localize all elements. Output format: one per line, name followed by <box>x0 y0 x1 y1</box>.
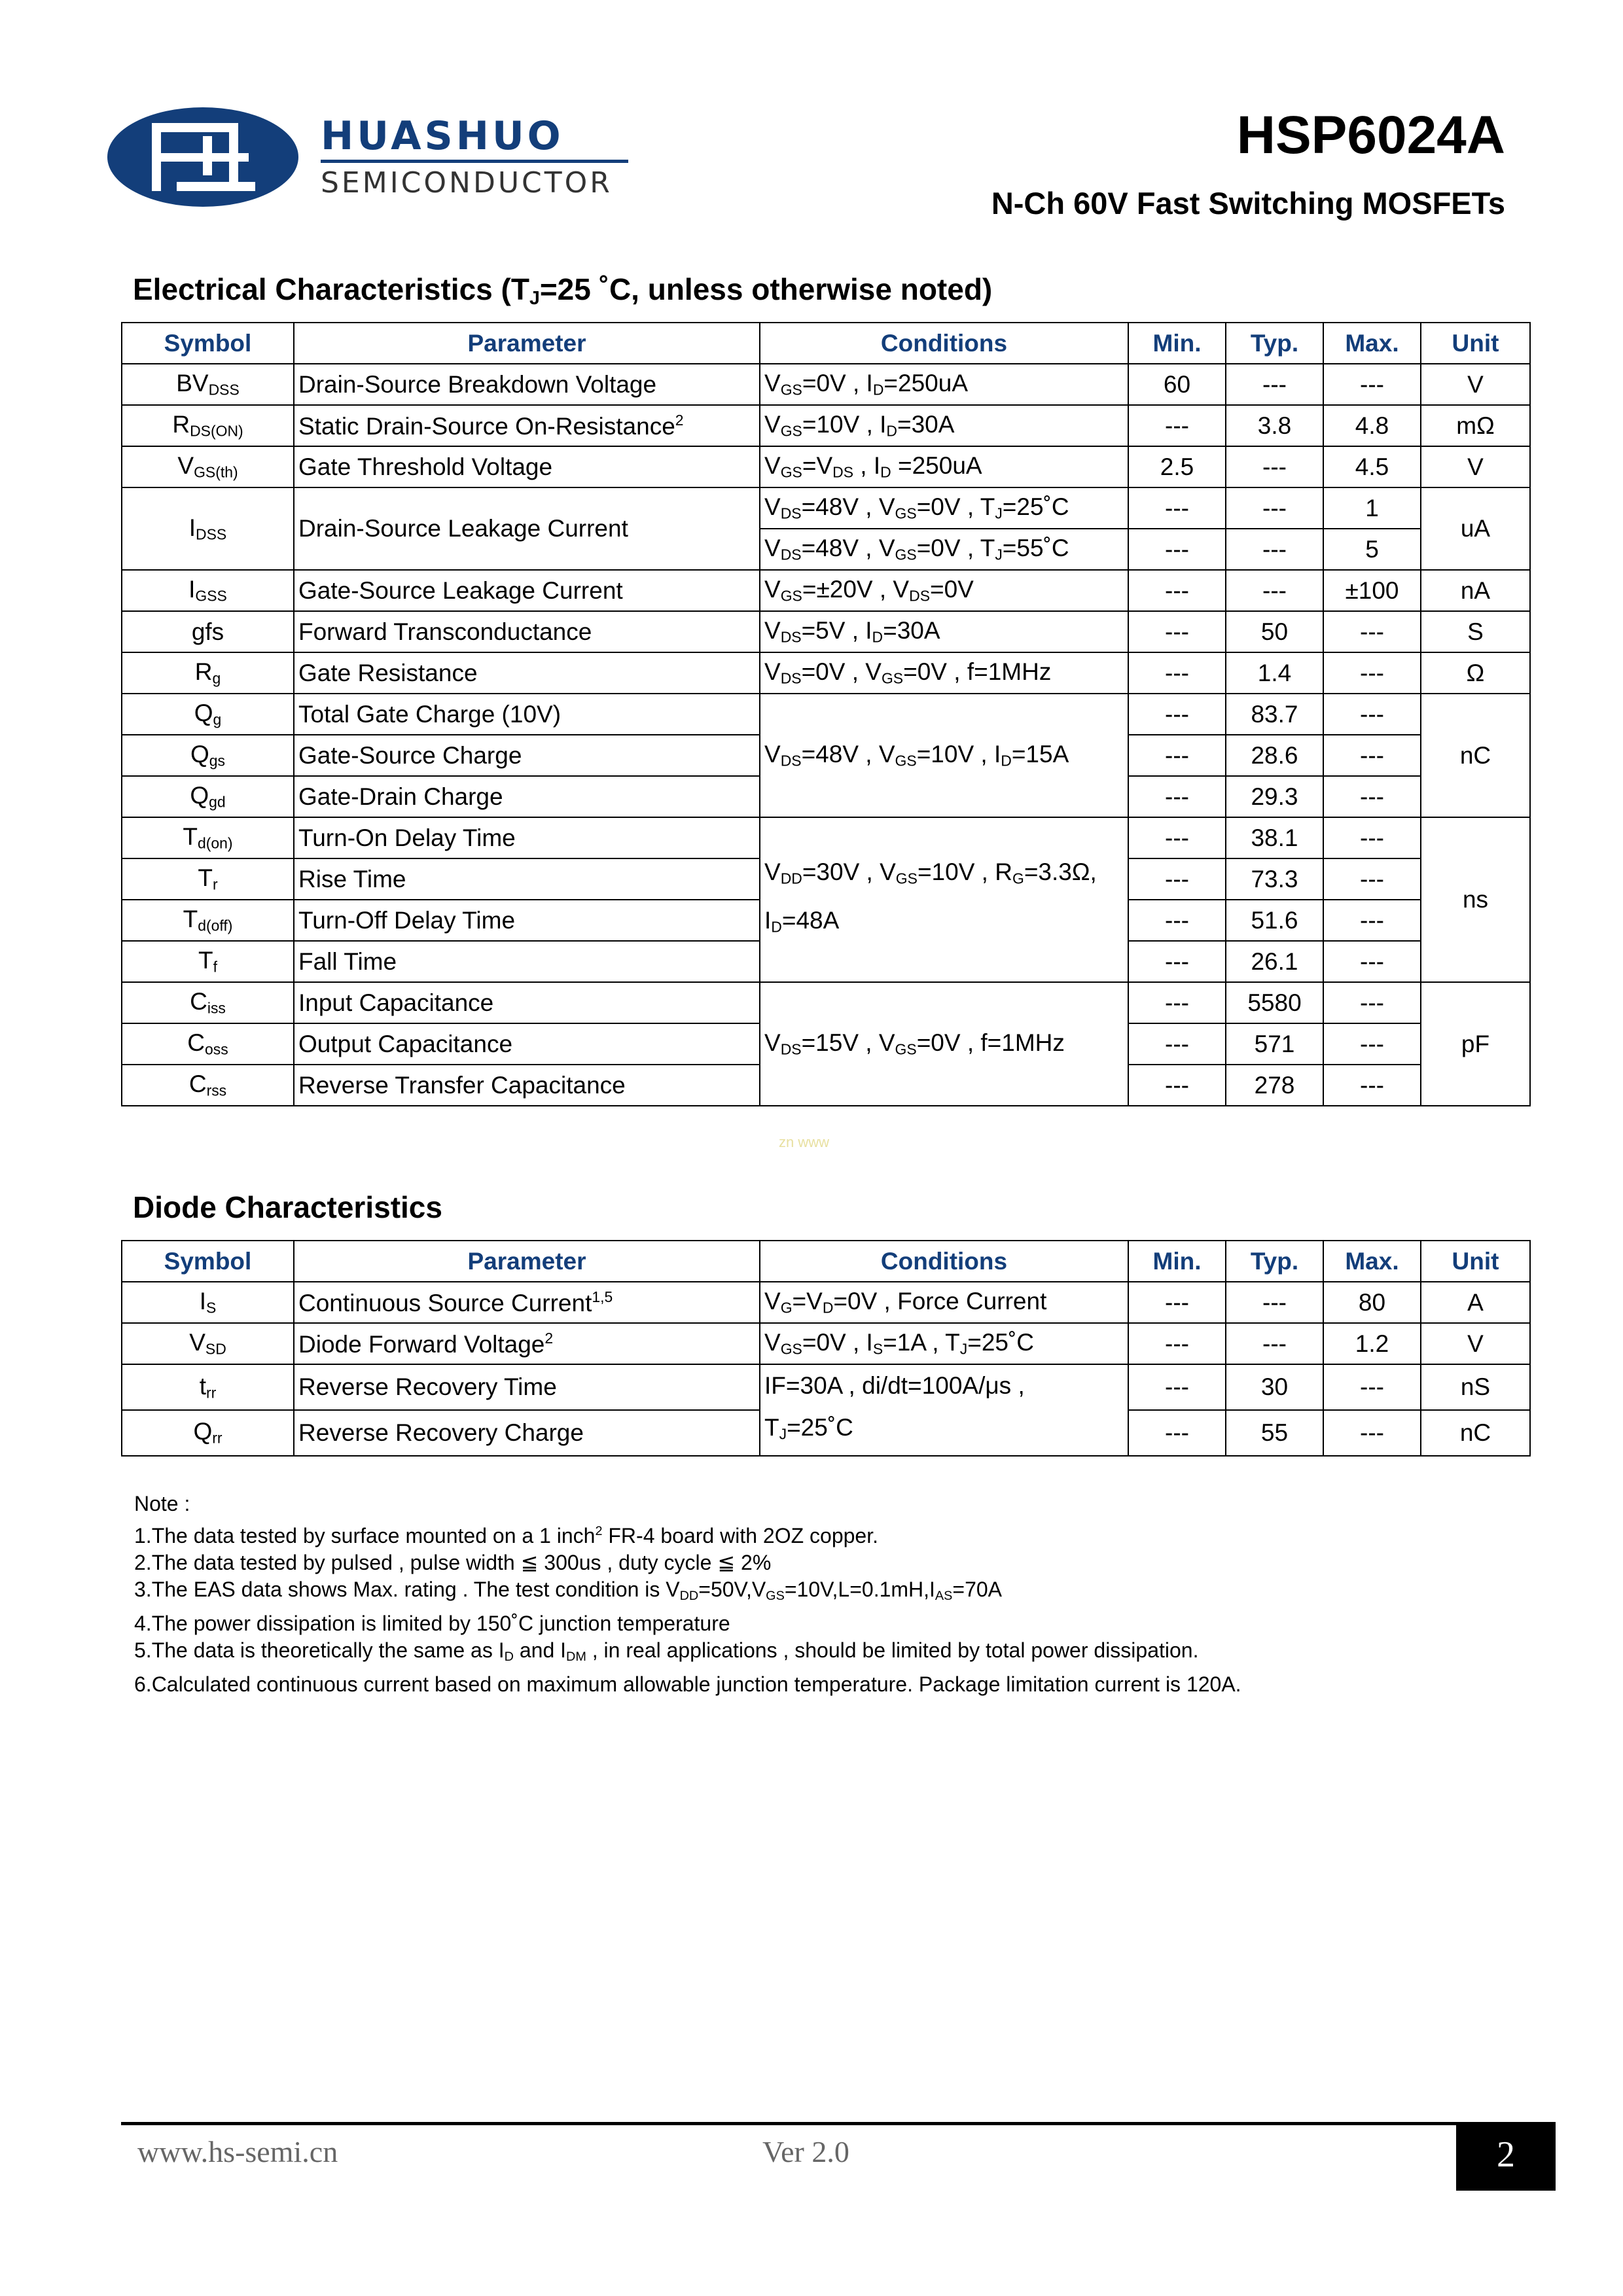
note-item: 5.The data is theoretically the same as $I_D$ and $I_{DM}$ , in real applications , should be limited by total power dissipation. <box>134 1638 1199 1665</box>
symbol-cell: $C_{oss}$ <box>122 1023 294 1065</box>
symbol-cell: $Q_{gd}$ <box>122 776 294 817</box>
typ-cell: 51.6 <box>1226 900 1323 941</box>
device-subtitle: N-Ch 60V Fast Switching MOSFETs <box>991 186 1505 221</box>
symbol-cell: $I_{DSS}$ <box>122 487 294 570</box>
symbol-cell: $t_{rr}$ <box>122 1364 294 1410</box>
symbol-cell: gfs <box>122 611 294 652</box>
parameter-cell: Fall Time <box>294 941 760 982</box>
table-row <box>122 982 1530 1023</box>
symbol-cell: $Q_g$ <box>122 694 294 735</box>
note-item: 1.The data tested by surface mounted on a 1 inch$^2$ FR-4 board with 2OZ copper. <box>134 1523 878 1547</box>
max-cell: --- <box>1323 982 1421 1023</box>
parameter-cell: Rise Time <box>294 858 760 900</box>
table-row <box>122 652 1530 694</box>
typ-cell: 26.1 <box>1226 941 1323 982</box>
typ-cell: 28.6 <box>1226 735 1323 776</box>
header-parameter: Parameter <box>294 323 760 364</box>
typ-cell: 278 <box>1226 1065 1323 1106</box>
parameter-cell: Total Gate Charge (10V) <box>294 694 760 735</box>
table-row <box>122 405 1530 446</box>
symbol-cell: $T_{d(on)}$ <box>122 817 294 858</box>
parameter-cell: Input Capacitance <box>294 982 760 1023</box>
min-cell: --- <box>1128 817 1226 858</box>
min-cell: --- <box>1128 1410 1226 1456</box>
footer-divider <box>121 2122 1543 2125</box>
symbol-cell: $R_{DS(ON)}$ <box>122 405 294 446</box>
max-cell: 4.8 <box>1323 405 1421 446</box>
parameter-cell: Reverse Recovery Charge <box>294 1410 760 1456</box>
typ-cell: --- <box>1226 570 1323 611</box>
parameter-cell: Gate Resistance <box>294 652 760 694</box>
header-typ: Typ. <box>1226 1241 1323 1282</box>
note-item: 2.The data tested by pulsed , pulse width ≦ 300us , duty cycle ≦ 2% <box>134 1550 772 1574</box>
parameter-cell: Output Capacitance <box>294 1023 760 1065</box>
max-cell: --- <box>1323 1410 1421 1456</box>
min-cell: 2.5 <box>1128 446 1226 487</box>
min-cell: --- <box>1128 694 1226 735</box>
symbol-cell: $I_S$ <box>122 1282 294 1323</box>
unit-cell: mΩ <box>1421 405 1530 446</box>
header-max: Max. <box>1323 1241 1421 1282</box>
max-cell: --- <box>1323 900 1421 941</box>
header-parameter: Parameter <box>294 1241 760 1282</box>
conditions-cell: $V_{DD}=30V$ , $V_{GS}=10V$ , $R_G=3.3\Omega$, $I_D=48A$ <box>760 817 1128 982</box>
max-cell: --- <box>1323 1364 1421 1410</box>
conditions-cell: $V_{DS}=48V$ , $V_{GS}=0V$ , $T_J=25˚C$ <box>760 487 1128 529</box>
header-typ: Typ. <box>1226 323 1323 364</box>
typ-cell: --- <box>1226 1282 1323 1323</box>
min-cell: --- <box>1128 900 1226 941</box>
table-row <box>122 487 1530 529</box>
unit-cell: ns <box>1421 817 1530 982</box>
max-cell: --- <box>1323 858 1421 900</box>
table-row <box>122 1364 1530 1410</box>
conditions-cell: $V_G=V_D=0V$ , Force Current <box>760 1282 1128 1323</box>
typ-cell: --- <box>1226 446 1323 487</box>
faint-watermark-text: zn www <box>779 1134 830 1150</box>
symbol-cell: $C_{rss}$ <box>122 1065 294 1106</box>
table-row <box>122 446 1530 487</box>
conditions-cell: $V_{GS}=\pm 20V$ , $V_{DS}=0V$ <box>760 570 1128 611</box>
min-cell: --- <box>1128 858 1226 900</box>
min-cell: --- <box>1128 570 1226 611</box>
parameter-cell: Continuous Source Current$^{1,5}$ <box>294 1282 760 1323</box>
parameter-cell: Reverse Recovery Time <box>294 1364 760 1410</box>
header-min: Min. <box>1128 323 1226 364</box>
header-symbol: Symbol <box>122 323 294 364</box>
parameter-cell: Gate-Drain Charge <box>294 776 760 817</box>
symbol-cell: $Q_{rr}$ <box>122 1410 294 1456</box>
table-header-row <box>122 1241 1530 1282</box>
parameter-cell: Static Drain-Source On-Resistance$^2$ <box>294 405 760 446</box>
symbol-cell: $T_{d(off)}$ <box>122 900 294 941</box>
parameter-cell: Drain-Source Breakdown Voltage <box>294 364 760 405</box>
header-unit: Unit <box>1421 1241 1530 1282</box>
max-cell: --- <box>1323 1065 1421 1106</box>
min-cell: --- <box>1128 776 1226 817</box>
table-row <box>122 694 1530 735</box>
min-cell: --- <box>1128 941 1226 982</box>
min-cell: --- <box>1128 1323 1226 1364</box>
max-cell: --- <box>1323 652 1421 694</box>
max-cell: --- <box>1323 364 1421 405</box>
max-cell: 80 <box>1323 1282 1421 1323</box>
header-min: Min. <box>1128 1241 1226 1282</box>
typ-cell: 571 <box>1226 1023 1323 1065</box>
typ-cell: 50 <box>1226 611 1323 652</box>
typ-cell: 5580 <box>1226 982 1323 1023</box>
unit-cell: nS <box>1421 1364 1530 1410</box>
header-unit: Unit <box>1421 323 1530 364</box>
conditions-cell: $V_{DS}=5V$ , $I_D=30A$ <box>760 611 1128 652</box>
unit-cell: nC <box>1421 1410 1530 1456</box>
max-cell: --- <box>1323 735 1421 776</box>
parameter-cell: Forward Transconductance <box>294 611 760 652</box>
table-row <box>122 611 1530 652</box>
conditions-cell: $V_{DS}=15V$ , $V_{GS}=0V$ , f=1MHz <box>760 982 1128 1106</box>
typ-cell: --- <box>1226 364 1323 405</box>
page-number: 2 <box>1456 2122 1556 2191</box>
min-cell: 60 <box>1128 364 1226 405</box>
unit-cell: uA <box>1421 487 1530 570</box>
min-cell: --- <box>1128 735 1226 776</box>
symbol-cell: $T_r$ <box>122 858 294 900</box>
footer-version: Ver 2.0 <box>762 2135 849 2168</box>
unit-cell: V <box>1421 364 1530 405</box>
logo-wordmark <box>321 113 635 200</box>
brand-subname: SEMICONDUCTOR <box>321 166 613 200</box>
unit-cell: S <box>1421 611 1530 652</box>
max-cell: --- <box>1323 817 1421 858</box>
unit-cell: V <box>1421 1323 1530 1364</box>
typ-cell: 1.4 <box>1226 652 1323 694</box>
symbol-cell: $Q_{gs}$ <box>122 735 294 776</box>
electrical-characteristics-table <box>121 322 1531 1106</box>
unit-cell: nC <box>1421 694 1530 817</box>
typ-cell: 3.8 <box>1226 405 1323 446</box>
note-item: 6.Calculated continuous current based on maximum allowable junction temperature. Package limitation current is 120A. <box>134 1672 1241 1696</box>
max-cell: 1.2 <box>1323 1323 1421 1364</box>
typ-cell: --- <box>1226 1323 1323 1364</box>
conditions-cell: $V_{DS}=0V$ , $V_{GS}=0V$ , f=1MHz <box>760 652 1128 694</box>
parameter-cell: Drain-Source Leakage Current <box>294 487 760 570</box>
parameter-cell: Turn-On Delay Time <box>294 817 760 858</box>
max-cell: --- <box>1323 941 1421 982</box>
conditions-cell: $V_{DS}=48V$ , $V_{GS}=10V$ , $I_D=15A$ <box>760 694 1128 817</box>
max-cell: 4.5 <box>1323 446 1421 487</box>
symbol-cell: $T_f$ <box>122 941 294 982</box>
unit-cell: Ω <box>1421 652 1530 694</box>
unit-cell: V <box>1421 446 1530 487</box>
typ-cell: --- <box>1226 487 1323 529</box>
typ-cell: 73.3 <box>1226 858 1323 900</box>
header-conditions: Conditions <box>760 1241 1128 1282</box>
footer-website: www.hs-semi.cn <box>137 2135 338 2168</box>
typ-cell: 29.3 <box>1226 776 1323 817</box>
conditions-cell: $V_{GS}=10V$ , $I_D=30A$ <box>760 405 1128 446</box>
symbol-cell: $V_{SD}$ <box>122 1323 294 1364</box>
symbol-cell: $BV_{DSS}$ <box>122 364 294 405</box>
elec-section-title: Electrical Characteristics ($T_J=25$ ˚C, unless otherwise noted) <box>133 272 993 309</box>
parameter-cell: Diode Forward Voltage$^2$ <box>294 1323 760 1364</box>
notes-block <box>134 1491 1241 1698</box>
unit-cell: A <box>1421 1282 1530 1323</box>
symbol-cell: $C_{iss}$ <box>122 982 294 1023</box>
brand-name: HUASHUO <box>321 113 564 159</box>
conditions-cell: $V_{DS}=48V$ , $V_{GS}=0V$ , $T_J=55˚C$ <box>760 529 1128 570</box>
header-symbol: Symbol <box>122 1241 294 1282</box>
symbol-cell: $R_g$ <box>122 652 294 694</box>
min-cell: --- <box>1128 487 1226 529</box>
header-conditions: Conditions <box>760 323 1128 364</box>
diode-characteristics-table <box>121 1240 1531 1457</box>
min-cell: --- <box>1128 1065 1226 1106</box>
typ-cell: 83.7 <box>1226 694 1323 735</box>
symbol-cell: $I_{GSS}$ <box>122 570 294 611</box>
parameter-cell: Turn-Off Delay Time <box>294 900 760 941</box>
max-cell: ±100 <box>1323 570 1421 611</box>
typ-cell: --- <box>1226 529 1323 570</box>
min-cell: --- <box>1128 982 1226 1023</box>
min-cell: --- <box>1128 405 1226 446</box>
min-cell: --- <box>1128 529 1226 570</box>
conditions-cell: $V_{GS}=0V$ , $I_D=250uA$ <box>760 364 1128 405</box>
note-item: 4.The power dissipation is limited by 150˚C junction temperature <box>134 1611 730 1635</box>
part-number: HSP6024A <box>1236 105 1505 165</box>
table-row <box>122 1323 1530 1364</box>
table-row <box>122 364 1530 405</box>
typ-cell: 30 <box>1226 1364 1323 1410</box>
unit-cell: pF <box>1421 982 1530 1106</box>
conditions-cell: IF=30A , di/dt=100A/μs , $T_J=25˚C$ <box>760 1364 1128 1456</box>
symbol-cell: $V_{GS(th)}$ <box>122 446 294 487</box>
max-cell: --- <box>1323 776 1421 817</box>
parameter-cell: Gate-Source Charge <box>294 735 760 776</box>
parameter-cell: Gate Threshold Voltage <box>294 446 760 487</box>
diode-section-title: Diode Characteristics <box>133 1190 442 1224</box>
max-cell: --- <box>1323 694 1421 735</box>
table-header-row <box>122 323 1530 364</box>
max-cell: --- <box>1323 611 1421 652</box>
min-cell: --- <box>1128 611 1226 652</box>
min-cell: --- <box>1128 1023 1226 1065</box>
table-row <box>122 570 1530 611</box>
typ-cell: 38.1 <box>1226 817 1323 858</box>
unit-cell: nA <box>1421 570 1530 611</box>
min-cell: --- <box>1128 1364 1226 1410</box>
min-cell: --- <box>1128 652 1226 694</box>
conditions-cell: $V_{GS}=V_{DS}$ , $I_D =250uA$ <box>760 446 1128 487</box>
parameter-cell: Reverse Transfer Capacitance <box>294 1065 760 1106</box>
max-cell: 5 <box>1323 529 1421 570</box>
logo-divider <box>321 160 628 163</box>
notes-heading: Note : <box>134 1492 190 1515</box>
conditions-cell: $V_{GS}=0V$ , $I_S=1A$ , $T_J=25˚C$ <box>760 1323 1128 1364</box>
table-row <box>122 817 1530 858</box>
max-cell: 1 <box>1323 487 1421 529</box>
note-item: 3.The EAS data shows Max. rating . The test condition is $V_{DD}=50V,V_{GS}=10V,L=0.1mH,I_{AS}=70A$ <box>134 1578 1002 1604</box>
table-row <box>122 1282 1530 1323</box>
min-cell: --- <box>1128 1282 1226 1323</box>
parameter-cell: Gate-Source Leakage Current <box>294 570 760 611</box>
typ-cell: 55 <box>1226 1410 1323 1456</box>
header-max: Max. <box>1323 323 1421 364</box>
max-cell: --- <box>1323 1023 1421 1065</box>
